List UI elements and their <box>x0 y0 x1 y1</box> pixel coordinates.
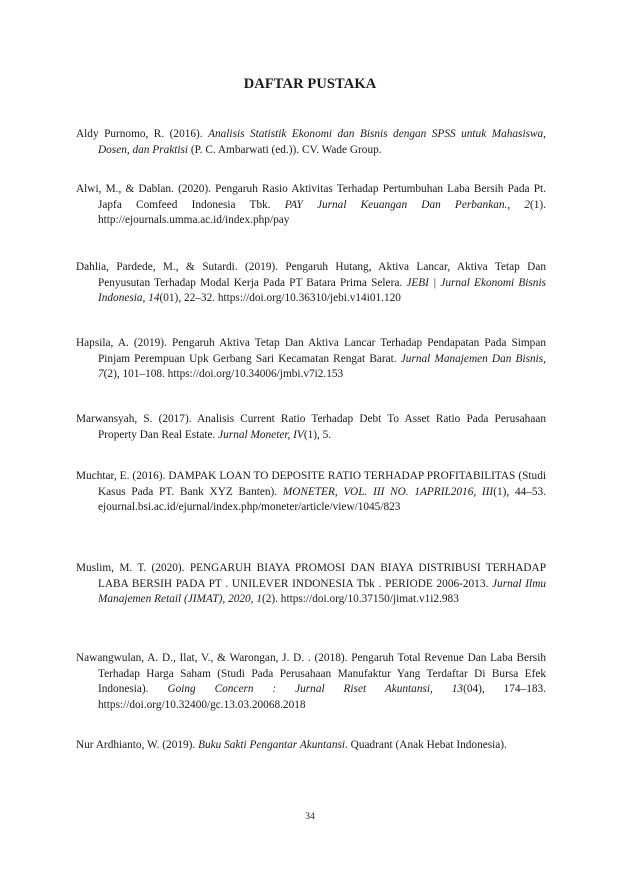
page-number: 34 <box>305 812 315 822</box>
reference-details: (2). https://doi.org/10.37150/jimat.v1i2.983 <box>261 593 459 606</box>
reference-text: Alwi, M., & Dablan. (2020). Pengaruh Rasio Aktivitas Terhadap Pertumbuhan Laba Bersih Pada Pt. Japfa Comfeed Indonesia Tbk. <box>76 183 546 211</box>
reference-source-title: Analisis Statistik Ekonomi dan Bisnis dengan SPSS untuk Mahasiswa, Dosen, dan Praktisi <box>98 128 546 156</box>
reference-text: Nawangwulan, A. D., Ilat, V., & Warongan, J. D. . (2018). Pengaruh Total Revenue Dan Laba Bersih Terhadap Harga Saham (Studi Pada Perusahaan Manufaktur Yang Terdaftar Di Bursa Efek Indonesia). <box>76 652 546 696</box>
reference-details: (04), 174–183. https://doi.org/10.32400/gc.13.03.20068.2018 <box>98 683 546 711</box>
reference-entry <box>76 651 546 713</box>
page-title: DAFTAR PUSTAKA <box>243 76 377 92</box>
reference-text: Marwansyah, S. (2017). Analisis Current Ratio Terhadap Debt To Asset Ratio Pada Perusahaan Property Dan Real Estate. <box>76 413 546 441</box>
reference-source-title: Jurnal Ilmu Manajemen Retail (JIMAT), 2020, 1 <box>98 577 546 606</box>
reference-source-title: PAY Jurnal Keuangan Dan Perbankan., 2 <box>284 198 530 211</box>
reference-source-title: Going Concern : Jurnal Riset Akuntansi, 13 <box>167 683 464 696</box>
reference-entry <box>76 260 546 307</box>
reference-entry <box>76 469 546 516</box>
reference-details: (P. C. Ambarwati (ed.)). CV. Wade Group. <box>188 143 382 156</box>
reference-source-title: JEBI | Jurnal Ekonomi Bisnis Indonesia, 14 <box>98 276 546 305</box>
reference-text: Aldy Purnomo, R. (2016). <box>76 128 209 140</box>
reference-details: (1). http://ejournals.umma.ac.id/index.php/pay <box>98 198 546 227</box>
reference-text: Muslim, M. T. (2020). PENGARUH BIAYA PROMOSI DAN BIAYA DISTRIBUSI TERHADAP LABA BERSIH PADA PT . UNILEVER INDONESIA Tbk . PERIODE 2006-2013. <box>76 562 546 590</box>
reference-entry <box>76 412 546 443</box>
reference-text: Hapsila, A. (2019). Pengaruh Aktiva Tetap Dan Aktiva Lancar Terhadap Pendapatan Pada Simpan Pinjam Perempuan Upk Gerbang Sari Kecamatan Rengat Barat. <box>76 337 546 365</box>
reference-entry <box>76 127 546 158</box>
reference-details: (01), 22–32. https://doi.org/10.36310/jebi.v14i01.120 <box>159 292 401 305</box>
reference-text: Nur Ardhianto, W. (2019). <box>76 739 199 751</box>
reference-details: (1), 5. <box>303 428 332 441</box>
reference-source-title: MONETER, VOL. III NO. 1APRIL2016, III <box>282 485 494 498</box>
reference-details: (1), 44–53. ejournal.bsi.ac.id/ejurnal/index.php/moneter/article/view/1045/823 <box>98 485 547 514</box>
reference-details: . Quadrant (Anak Hebat Indonesia). <box>345 739 507 751</box>
reference-entry <box>76 561 546 608</box>
reference-text: Dahlia, Pardede, M., & Sutardi. (2019). Pengaruh Hutang, Aktiva Lancar, Aktiva Tetap Dan Penyusutan Terhadap Modal Kerja Pada PT Batara Prima Selera. <box>76 261 546 289</box>
reference-entry <box>76 182 546 229</box>
reference-source-title: Jurnal Moneter, IV <box>218 428 304 441</box>
reference-entry <box>76 738 546 754</box>
reference-entry <box>76 336 546 383</box>
reference-text: Muchtar, E. (2016). DAMPAK LOAN TO DEPOSITE RATIO TERHADAP PROFITABILITAS (Studi Kasus Pada PT. Bank XYZ Banten). <box>76 470 546 498</box>
reference-source-title: Jurnal Manajemen Dan Bisnis, 7 <box>98 352 546 381</box>
reference-source-title: Buku Sakti Pengantar Akuntansi <box>198 739 346 751</box>
reference-details: (2), 101–108. https://doi.org/10.34006/jmbi.v7i2.153 <box>103 368 344 381</box>
